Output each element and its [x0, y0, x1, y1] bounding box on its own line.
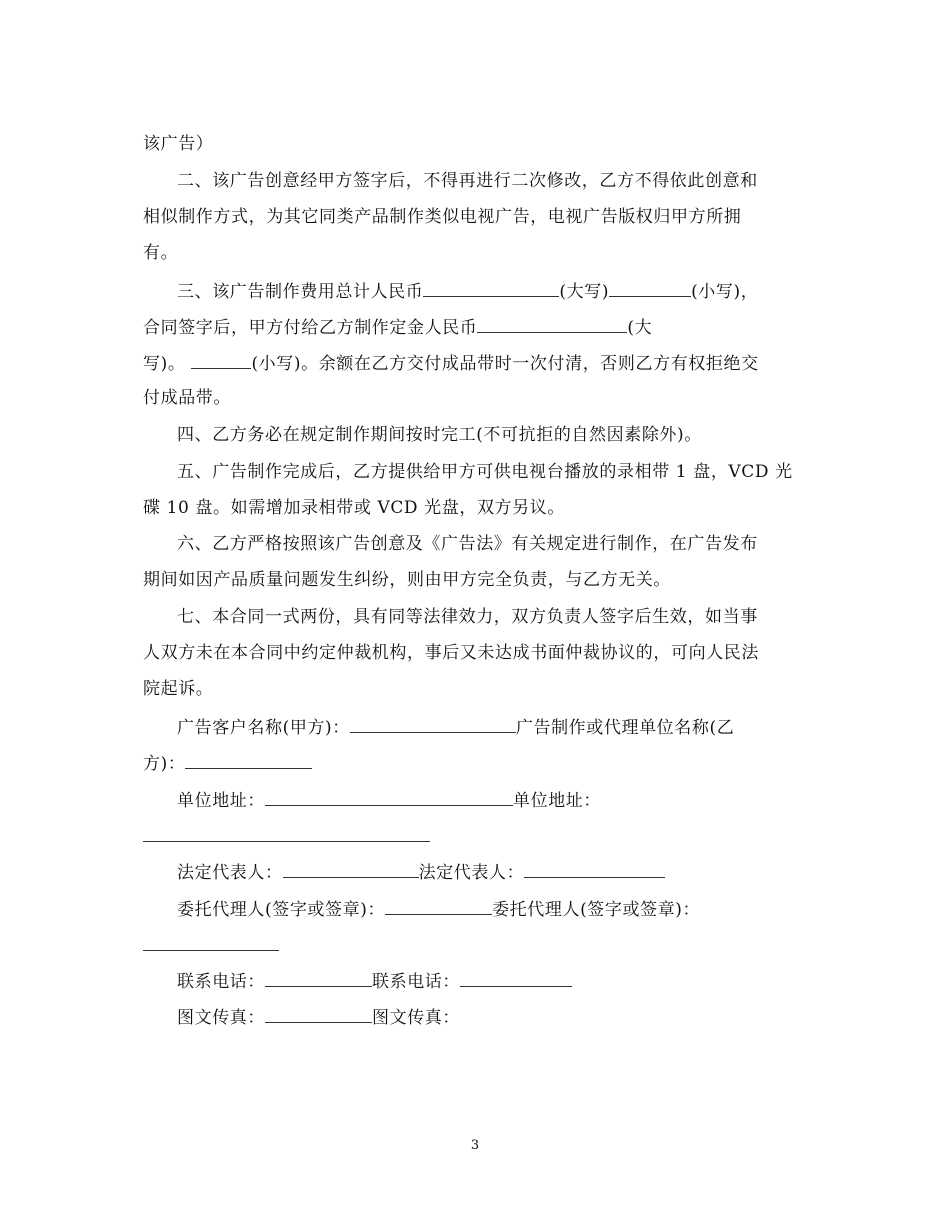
line-text: (大写): [559, 282, 610, 302]
legal-rep-field-a[interactable]: [283, 860, 419, 878]
client-name-row: [177, 715, 734, 739]
field-label: 法定代表人：: [418, 863, 525, 883]
text-line: [143, 497, 565, 519]
clause-6: [177, 533, 758, 555]
field-label: 广告制作或代理单位名称(乙: [515, 718, 735, 738]
line-text: 人双方未在本合同中约定仲裁机构，事后又未达成书面仲裁协议的，可向人民法: [143, 643, 759, 663]
text-line: [143, 387, 231, 409]
fax-field-a[interactable]: [265, 1005, 372, 1023]
line-text: 写)。: [143, 354, 186, 374]
fill-blank[interactable]: [477, 315, 627, 333]
line-text: (小写)。余额在乙方交付成品带时一次付清，否则乙方有权拒绝交: [251, 354, 759, 374]
field-label: 委托代理人(签字或签章)：: [492, 900, 701, 920]
line-text: 该广告）: [143, 134, 214, 154]
clause-2: [177, 170, 758, 192]
field-label: 委托代理人(签字或签章)：: [177, 900, 386, 920]
clause-5: [177, 461, 793, 483]
phone-row: [177, 969, 572, 993]
clause-3: [177, 279, 758, 303]
line-text: 二、该广告创意经甲方签字后，不得再进行二次修改，乙方不得依此创意和: [177, 171, 758, 191]
line-text: 合同签字后，甲方付给乙方制作定金人民币: [143, 318, 478, 338]
address-field-a[interactable]: [265, 788, 513, 806]
line-text: (大: [627, 318, 653, 338]
line-text: 碟 10 盘。如需增加录相带或 VCD 光盘，双方另议。: [143, 498, 565, 518]
agency-name-row: [143, 751, 312, 775]
agent-field-b[interactable]: [143, 933, 279, 951]
phone-field-a[interactable]: [265, 969, 372, 987]
address-field-b[interactable]: [143, 824, 430, 842]
agent-field-a[interactable]: [385, 897, 492, 915]
line-text: 付成品带。: [143, 388, 231, 408]
line-text: 有。: [143, 243, 179, 263]
fill-blank[interactable]: [423, 279, 559, 297]
field-label: 方)：: [143, 754, 186, 774]
agency-name-field[interactable]: [185, 751, 312, 769]
line-text: 五、广告制作完成后，乙方提供给甲方可供电视台播放的录相带 1 盘，VCD 光: [177, 462, 793, 482]
text-line: [143, 133, 213, 155]
field-label: 图文传真：: [372, 1008, 460, 1028]
fill-blank[interactable]: [191, 351, 251, 369]
field-label: 广告客户名称(甲方)：: [177, 718, 350, 738]
text-line: [143, 678, 213, 700]
text-line: [143, 642, 759, 664]
line-text: 三、该广告制作费用总计人民币: [177, 282, 424, 302]
fill-blank[interactable]: [609, 279, 691, 297]
clause-7: [177, 606, 758, 628]
legal-rep-field-b[interactable]: [524, 860, 665, 878]
address-blank-row: [143, 824, 430, 848]
field-label: 单位地址：: [513, 791, 601, 811]
line-text: (小写)，: [691, 282, 759, 302]
line-text: 期间如因产品质量问题发生纠纷，则由甲方完全负责，与乙方无关。: [143, 570, 671, 590]
client-name-field[interactable]: [350, 715, 516, 733]
agent-blank-row: [143, 933, 279, 957]
page-number: 3: [470, 1138, 480, 1153]
clause-4: [177, 424, 702, 446]
line-text: 六、乙方严格按照该广告创意及《广告法》有关规定进行制作，在广告发布: [177, 534, 758, 554]
line-text: 院起诉。: [143, 679, 214, 699]
text-line: [143, 315, 652, 339]
text-line: [143, 242, 178, 264]
legal-rep-row: [177, 860, 665, 884]
fax-row: [177, 1005, 460, 1029]
text-line: [143, 351, 759, 375]
text-line: [143, 569, 671, 591]
line-text: 七、本合同一式两份，具有同等法律效力，双方负责人签字后生效，如当事: [177, 607, 758, 627]
field-label: 联系电话：: [177, 972, 265, 992]
line-text: 四、乙方务必在规定制作期间按时完工(不可抗拒的自然因素除外)。: [177, 425, 702, 445]
field-label: 联系电话：: [372, 972, 460, 992]
phone-field-b[interactable]: [460, 969, 572, 987]
address-row: [177, 788, 601, 812]
field-label: 图文传真：: [177, 1008, 265, 1028]
line-text: 相似制作方式，为其它同类产品制作类似电视广告，电视广告版权归甲方所拥: [143, 207, 742, 227]
field-label: 法定代表人：: [177, 863, 283, 883]
field-label: 单位地址：: [177, 791, 265, 811]
text-line: [143, 206, 741, 228]
agent-row: [177, 897, 700, 921]
